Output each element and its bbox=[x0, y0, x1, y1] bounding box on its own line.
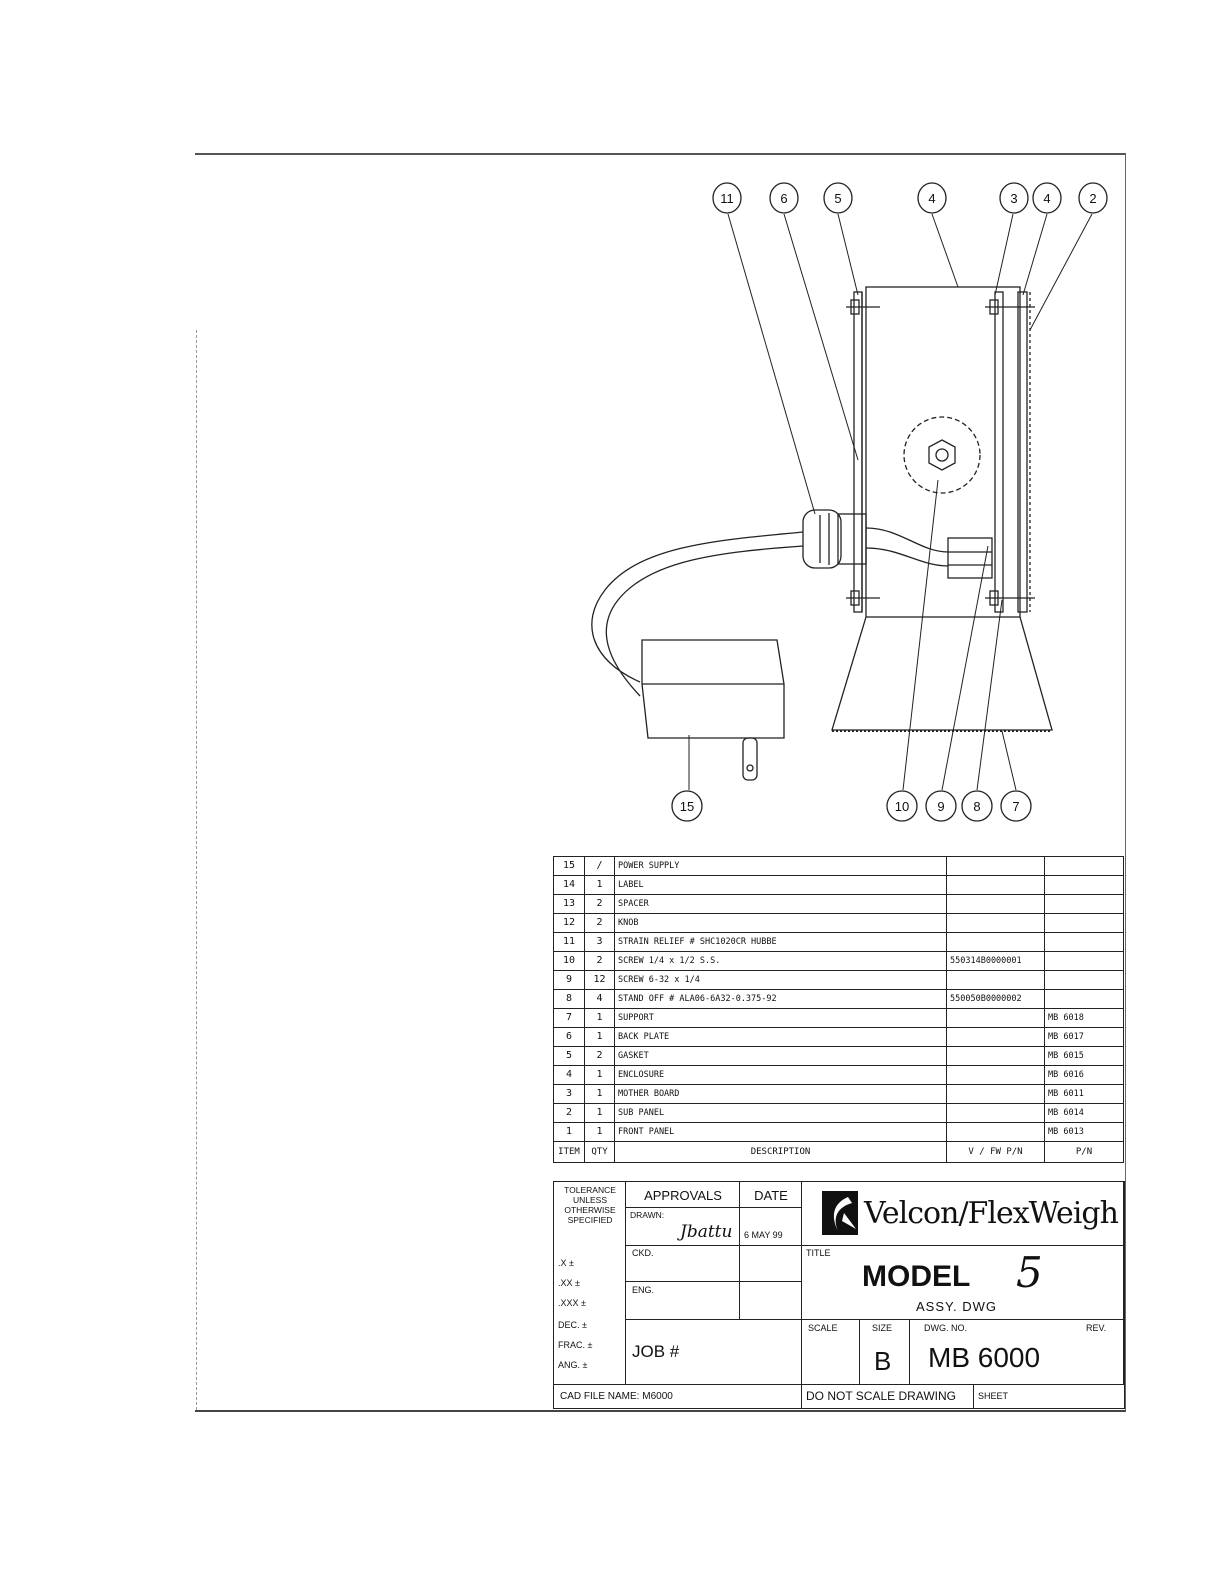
parts-cell-item: 6 bbox=[554, 1028, 585, 1047]
parts-cell-pn bbox=[1045, 876, 1124, 895]
balloon-label: 2 bbox=[1089, 191, 1097, 206]
parts-cell-qty: 12 bbox=[585, 971, 615, 990]
title-cell bbox=[802, 1246, 1124, 1320]
parts-cell-pn bbox=[1045, 895, 1124, 914]
parts-cell-qty: / bbox=[585, 857, 615, 876]
parts-list-row bbox=[554, 895, 1124, 914]
parts-list-row bbox=[554, 1066, 1124, 1085]
leader-lines bbox=[689, 214, 1092, 790]
parts-cell-item: 15 bbox=[554, 857, 585, 876]
tolerance-line: FRAC. ± bbox=[558, 1340, 593, 1350]
balloon-label: 6 bbox=[780, 191, 788, 206]
balloon-label: 4 bbox=[928, 191, 936, 206]
balloon-label: 4 bbox=[1043, 191, 1051, 206]
parts-cell-qty: 3 bbox=[585, 933, 615, 952]
parts-cell-item: 13 bbox=[554, 895, 585, 914]
parts-cell-vendor-pn: 550314B0000001 bbox=[947, 952, 1045, 971]
tolerance-line: DEC. ± bbox=[558, 1320, 587, 1330]
approvals-label: APPROVALS bbox=[644, 1188, 722, 1203]
parts-cell-description: ENCLOSURE bbox=[615, 1066, 947, 1085]
title-label: TITLE bbox=[806, 1248, 831, 1258]
parts-cell-description: SCREW 1/4 x 1/2 S.S. bbox=[615, 952, 947, 971]
parts-cell-pn: MB 6018 bbox=[1045, 1009, 1124, 1028]
balloon-label: 11 bbox=[720, 191, 734, 206]
approvals-header bbox=[626, 1182, 740, 1208]
job-label: JOB # bbox=[632, 1342, 680, 1361]
model-word: MODEL bbox=[862, 1260, 971, 1293]
sheet-label: SHEET bbox=[978, 1391, 1009, 1401]
header-pn: P/N bbox=[1045, 1142, 1124, 1163]
do-not-scale-text: DO NOT SCALE DRAWING bbox=[806, 1389, 957, 1403]
parts-cell-description: SPACER bbox=[615, 895, 947, 914]
drawn-date: 6 MAY 99 bbox=[744, 1230, 783, 1240]
parts-cell-vendor-pn bbox=[947, 1066, 1045, 1085]
parts-cell-item: 1 bbox=[554, 1123, 585, 1142]
parts-cell-pn bbox=[1045, 952, 1124, 971]
parts-cell-vendor-pn bbox=[947, 857, 1045, 876]
drawn-label: DRAWN: bbox=[630, 1210, 665, 1220]
parts-list-row bbox=[554, 952, 1124, 971]
eng-date-cell bbox=[740, 1282, 802, 1320]
parts-cell-vendor-pn bbox=[947, 1047, 1045, 1066]
drawn-cell bbox=[626, 1208, 740, 1246]
tolerance-line: .X ± bbox=[558, 1258, 574, 1268]
parts-cell-pn: MB 6013 bbox=[1045, 1123, 1124, 1142]
parts-list-row bbox=[554, 1047, 1124, 1066]
dwg-number-cell bbox=[910, 1320, 1124, 1385]
parts-cell-qty: 1 bbox=[585, 1066, 615, 1085]
parts-cell-item: 2 bbox=[554, 1104, 585, 1123]
sheet-cell bbox=[974, 1385, 1124, 1408]
parts-cell-item: 11 bbox=[554, 933, 585, 952]
cad-file-name: CAD FILE NAME: M6000 bbox=[560, 1391, 673, 1402]
parts-cell-vendor-pn bbox=[947, 876, 1045, 895]
scale-cell bbox=[802, 1320, 860, 1385]
balloon-label: 3 bbox=[1010, 191, 1018, 206]
parts-cell-qty: 2 bbox=[585, 952, 615, 971]
parts-cell-description: LABEL bbox=[615, 876, 947, 895]
date-label: DATE bbox=[754, 1188, 788, 1203]
parts-cell-pn bbox=[1045, 933, 1124, 952]
parts-cell-pn: MB 6015 bbox=[1045, 1047, 1124, 1066]
parts-cell-pn: MB 6016 bbox=[1045, 1066, 1124, 1085]
parts-cell-vendor-pn bbox=[947, 1104, 1045, 1123]
parts-cell-pn bbox=[1045, 914, 1124, 933]
parts-list-row bbox=[554, 1104, 1124, 1123]
parts-cell-vendor-pn bbox=[947, 971, 1045, 990]
parts-list-row bbox=[554, 857, 1124, 876]
header-item: ITEM bbox=[554, 1142, 585, 1163]
parts-list-header bbox=[554, 1142, 1124, 1163]
parts-cell-item: 7 bbox=[554, 1009, 585, 1028]
parts-cell-description: FRONT PANEL bbox=[615, 1123, 947, 1142]
parts-cell-description: SCREW 6-32 x 1/4 bbox=[615, 971, 947, 990]
scale-label: SCALE bbox=[808, 1323, 838, 1333]
parts-cell-description: GASKET bbox=[615, 1047, 947, 1066]
parts-cell-description: SUPPORT bbox=[615, 1009, 947, 1028]
parts-cell-pn: MB 6017 bbox=[1045, 1028, 1124, 1047]
model-number: 5 bbox=[1016, 1248, 1043, 1297]
parts-list-row bbox=[554, 990, 1124, 1009]
parts-cell-description: STAND OFF # ALA06-6A32-0.375-92 bbox=[615, 990, 947, 1009]
parts-cell-pn bbox=[1045, 990, 1124, 1009]
balloon-labels bbox=[680, 191, 1097, 814]
parts-cell-description: POWER SUPPLY bbox=[615, 857, 947, 876]
parts-list-row bbox=[554, 971, 1124, 990]
knob-outline bbox=[904, 417, 980, 493]
company-name: Velcon/FlexWeigh bbox=[864, 1196, 1118, 1231]
parts-cell-qty: 1 bbox=[585, 1085, 615, 1104]
parts-cell-description: BACK PLATE bbox=[615, 1028, 947, 1047]
cad-file-cell bbox=[554, 1385, 802, 1408]
parts-list-row bbox=[554, 1085, 1124, 1104]
parts-cell-item: 12 bbox=[554, 914, 585, 933]
balloon-label: 9 bbox=[937, 799, 945, 814]
knob-center bbox=[936, 449, 948, 461]
parts-list-body bbox=[554, 857, 1124, 1142]
balloon-label: 15 bbox=[679, 799, 695, 814]
drawn-date-cell bbox=[740, 1208, 802, 1246]
parts-cell-qty: 2 bbox=[585, 914, 615, 933]
parts-cell-pn bbox=[1045, 857, 1124, 876]
support-outline bbox=[832, 617, 1052, 730]
parts-list-row bbox=[554, 876, 1124, 895]
parts-list-row bbox=[554, 933, 1124, 952]
balloon-label: 8 bbox=[973, 799, 981, 814]
parts-cell-vendor-pn bbox=[947, 1123, 1045, 1142]
parts-cell-qty: 1 bbox=[585, 1104, 615, 1123]
tolerance-line: .XXX ± bbox=[558, 1298, 586, 1308]
dwg-number-value: MB 6000 bbox=[928, 1342, 1041, 1373]
power-supply-prong-hole bbox=[747, 765, 753, 771]
tolerance-line: ANG. ± bbox=[558, 1360, 588, 1370]
parts-cell-description: KNOB bbox=[615, 914, 947, 933]
size-cell bbox=[860, 1320, 910, 1385]
enclosure-outline bbox=[866, 287, 1020, 617]
company-logo-icon bbox=[822, 1191, 858, 1235]
parts-list-row bbox=[554, 1009, 1124, 1028]
date-header bbox=[740, 1182, 802, 1208]
tolerance-cell bbox=[554, 1182, 626, 1385]
parts-cell-vendor-pn bbox=[947, 1009, 1045, 1028]
checked-date-cell bbox=[740, 1246, 802, 1282]
power-supply-body bbox=[642, 640, 784, 738]
front-panel-outline bbox=[1018, 292, 1027, 612]
mother-board-outline bbox=[995, 292, 1003, 612]
parts-cell-qty: 1 bbox=[585, 1009, 615, 1028]
parts-cell-pn bbox=[1045, 971, 1124, 990]
parts-list-row bbox=[554, 1028, 1124, 1047]
knob-hex-nut bbox=[929, 440, 955, 470]
eng-cell bbox=[626, 1282, 740, 1320]
balloon-label: 7 bbox=[1012, 799, 1020, 814]
parts-list-row bbox=[554, 1123, 1124, 1142]
parts-cell-vendor-pn bbox=[947, 914, 1045, 933]
balloon-label: 10 bbox=[894, 799, 910, 814]
tolerance-text: TOLERANCE UNLESS OTHERWISE SPECIFIED bbox=[564, 1185, 616, 1225]
parts-cell-item: 4 bbox=[554, 1066, 585, 1085]
parts-cell-item: 10 bbox=[554, 952, 585, 971]
size-value: B bbox=[874, 1346, 892, 1376]
job-cell bbox=[626, 1320, 802, 1385]
parts-cell-qty: 2 bbox=[585, 1047, 615, 1066]
strain-relief-body bbox=[803, 510, 841, 568]
header-vendor-pn: V / FW P/N bbox=[947, 1142, 1045, 1163]
company-cell bbox=[802, 1182, 1124, 1246]
parts-cell-description: STRAIN RELIEF # SHC1020CR HUBBE bbox=[615, 933, 947, 952]
parts-list-table bbox=[553, 856, 1124, 1163]
parts-cell-item: 14 bbox=[554, 876, 585, 895]
parts-cell-qty: 1 bbox=[585, 876, 615, 895]
parts-cell-description: SUB PANEL bbox=[615, 1104, 947, 1123]
parts-cell-item: 3 bbox=[554, 1085, 585, 1104]
title-block bbox=[553, 1181, 1125, 1409]
balloon-label: 5 bbox=[834, 191, 842, 206]
parts-cell-item: 8 bbox=[554, 990, 585, 1009]
parts-cell-vendor-pn bbox=[947, 1085, 1045, 1104]
parts-cell-qty: 4 bbox=[585, 990, 615, 1009]
parts-cell-pn: MB 6014 bbox=[1045, 1104, 1124, 1123]
parts-cell-vendor-pn: 550050B0000002 bbox=[947, 990, 1045, 1009]
parts-list-row bbox=[554, 914, 1124, 933]
eng-label: ENG. bbox=[632, 1285, 655, 1295]
do-not-scale-cell bbox=[802, 1385, 974, 1408]
parts-cell-description: MOTHER BOARD bbox=[615, 1085, 947, 1104]
header-qty: QTY bbox=[585, 1142, 615, 1163]
checked-label: CKD. bbox=[632, 1248, 654, 1258]
rev-label: REV. bbox=[1086, 1323, 1107, 1333]
parts-cell-qty: 1 bbox=[585, 1123, 615, 1142]
dwg-number-label: DWG. NO. bbox=[924, 1323, 967, 1333]
power-cable-top bbox=[592, 532, 803, 682]
parts-cell-qty: 1 bbox=[585, 1028, 615, 1047]
checked-cell bbox=[626, 1246, 740, 1282]
drawn-signature: Jbattu bbox=[680, 1222, 733, 1242]
drawing-type: ASSY. DWG bbox=[916, 1299, 998, 1314]
parts-cell-vendor-pn bbox=[947, 895, 1045, 914]
tolerance-line: .XX ± bbox=[558, 1278, 580, 1288]
parts-cell-item: 5 bbox=[554, 1047, 585, 1066]
size-label: SIZE bbox=[872, 1323, 893, 1333]
item-balloons bbox=[672, 183, 1107, 821]
parts-cell-qty: 2 bbox=[585, 895, 615, 914]
parts-cell-pn: MB 6011 bbox=[1045, 1085, 1124, 1104]
power-supply-prong bbox=[743, 738, 757, 780]
parts-cell-vendor-pn bbox=[947, 933, 1045, 952]
power-cable-bottom bbox=[606, 546, 803, 696]
parts-cell-vendor-pn bbox=[947, 1028, 1045, 1047]
header-description: DESCRIPTION bbox=[615, 1142, 947, 1163]
parts-cell-item: 9 bbox=[554, 971, 585, 990]
